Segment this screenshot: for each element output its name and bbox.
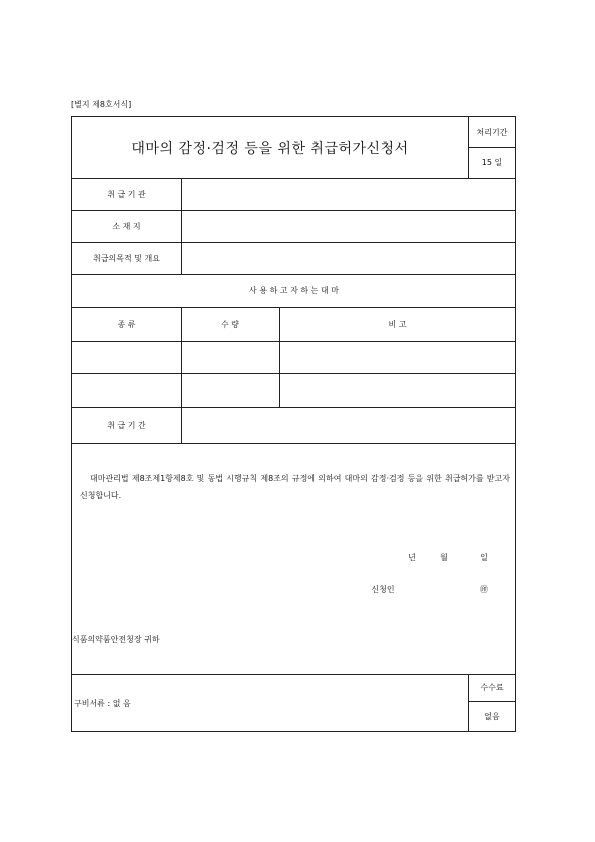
location-field[interactable] (181, 210, 516, 242)
divider (279, 307, 280, 407)
year-label: 년 (408, 552, 416, 562)
form-number: [별지 제8호서식] (71, 100, 132, 109)
type-field[interactable] (72, 341, 181, 373)
quantity-field[interactable] (181, 341, 279, 373)
divider (72, 443, 516, 444)
usage-section-header: 사 용 하 고 자 하 는 대 마 (249, 286, 339, 295)
period-label: 취 급 기 간 (107, 420, 146, 430)
applicant-label: 신청인 (371, 584, 395, 594)
remarks-header: 비 고 (388, 319, 407, 329)
type-header: 종 류 (117, 319, 136, 329)
fee-label: 수수료 (480, 683, 504, 692)
agency-field[interactable] (181, 178, 516, 210)
addressee: 식품의약품안전청장 귀하 (72, 634, 160, 644)
processing-period-label: 처리기간 (476, 127, 508, 137)
remarks-field[interactable] (279, 341, 516, 373)
processing-period-value: 15 일 (481, 158, 503, 167)
purpose-field[interactable] (181, 242, 516, 274)
location-label: 소 재 지 (112, 221, 141, 231)
day-label: 일 (480, 552, 488, 562)
fee-value: 없음 (484, 712, 500, 721)
remarks-field[interactable] (279, 373, 516, 407)
period-field[interactable] (181, 407, 516, 443)
type-field[interactable] (72, 373, 181, 407)
application-form (71, 116, 516, 732)
month-label: 월 (440, 552, 448, 562)
divider (181, 307, 182, 407)
seal-mark: ㊞ (480, 584, 488, 594)
form-title: 대마의 감정·검정 등을 위한 취급허가신청서 (131, 140, 409, 157)
agency-label: 취 급 기 관 (107, 189, 146, 199)
purpose-label: 취급의목적 및 개요 (93, 253, 160, 263)
quantity-field[interactable] (181, 373, 279, 407)
required-documents: 구비서류 : 없 음 (74, 698, 131, 708)
application-statement: 대마관리법 제8조제1항제8호 및 동법 시행규칙 제8조의 규정에 의하여 대마의 감정·검정 등을 위한 취급허가를 받고자 신청합니다. (80, 474, 510, 500)
divider (181, 178, 182, 274)
quantity-header: 수 량 (221, 319, 239, 329)
